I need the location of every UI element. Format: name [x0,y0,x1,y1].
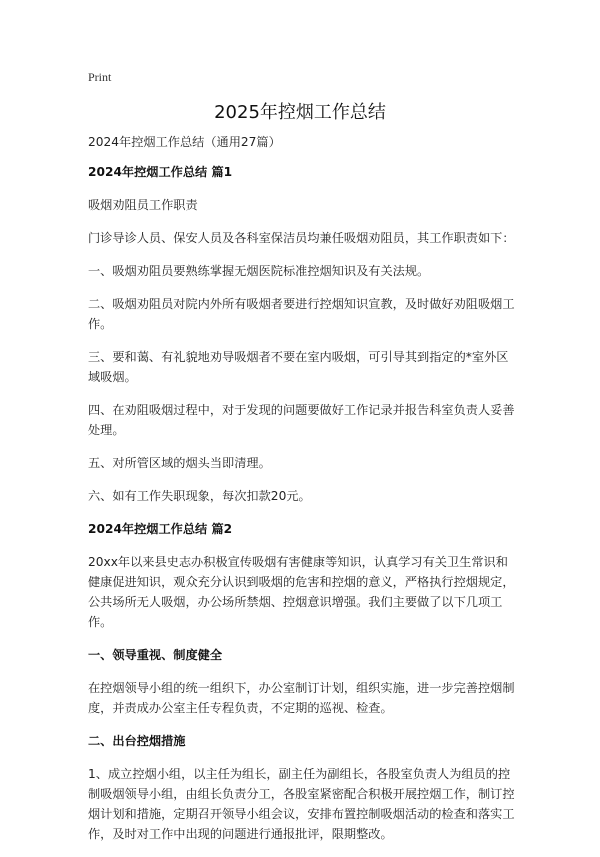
page-title: 2025年控烟工作总结 [214,102,386,123]
section-heading: 一、领导重视、制度健全 [88,648,223,662]
paragraph: 五、对所管区域的烟头当即清理。 [88,456,271,470]
paragraph: 四、在劝阻吸烟过程中，对于发现的问题要做好工作记录并报告科室负责人妥善处理。 [88,403,515,437]
paragraph: 1、成立控烟小组，以主任为组长，副主任为副组长，各股室负责人为组员的控制吸烟领导小组，由组长负责分工，各股室紧密配合积极开展控烟工作，制订控烟计划和措施，定期召开领导小组会议，安排布置控制吸烟活动的检查和落实工作，及时对工作中出现的问题进行通报批评，限期整改。 [88,767,515,841]
section-heading: 2024年控烟工作总结 篇1 [88,165,233,179]
section-heading: 2024年控烟工作总结 篇2 [88,522,233,536]
paragraph: 六、如有工作失职现象，每次扣款20元。 [88,489,311,503]
paragraph: 三、要和蔼、有礼貌地劝导吸烟者不要在室内吸烟，可引导其到指定的*室外区域吸烟。 [88,350,509,384]
sections-container [88,162,518,844]
paragraph: 一、吸烟劝阻员要熟练掌握无烟医院标准控烟知识及有关法规。 [88,264,430,278]
paragraph: 吸烟劝阻员工作职责 [88,198,198,212]
print-label: Print [88,70,112,84]
section-heading: 二、出台控烟措施 [88,734,186,748]
document-body [88,132,518,857]
doc-subtitle: 2024年控烟工作总结（通用27篇） [88,135,281,149]
paragraph: 门诊导诊人员、保安人员及各科室保洁员均兼任吸烟劝阻员，其工作职责如下： [88,231,515,245]
paragraph: 二、吸烟劝阻员对院内外所有吸烟者要进行控烟知识宣教，及时做好劝阻吸烟工作。 [88,297,515,331]
paragraph: 在控烟领导小组的统一组织下，办公室制订计划，组织实施，进一步完善控烟制度，并责成办公室主任专程负责，不定期的巡视、检查。 [88,681,515,715]
paragraph: 20xx年以来县史志办积极宣传吸烟有害健康等知识，认真学习有关卫生常识和健康促进知识，观众充分认识到吸烟的危害和控烟的意义，严格执行控烟规定，公共场所无人吸烟，办公场所禁烟、控烟意识增强。我们主要做了以下几项工作。 [88,555,515,629]
